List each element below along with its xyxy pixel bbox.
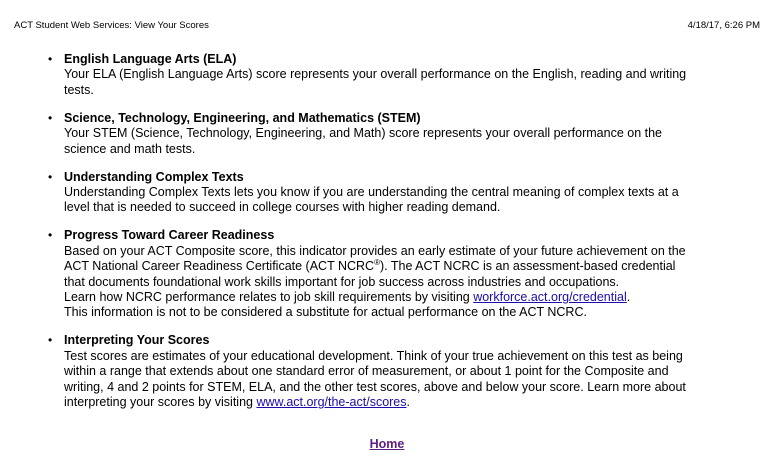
item-text: Your ELA (English Language Arts) score represents your overall performance on the English, reading and writing bbox=[64, 67, 687, 82]
list-item-complex-texts bbox=[48, 169, 764, 216]
bullet-icon: • bbox=[48, 110, 53, 125]
footer-nav bbox=[0, 437, 774, 451]
workforce-credential-link[interactable]: workforce.act.org/credential bbox=[473, 290, 627, 305]
list-item-career-readiness bbox=[48, 228, 764, 320]
item-text-part: Learn how NCRC performance relates to job skill requirements by visiting bbox=[64, 290, 474, 305]
bullet-icon: • bbox=[48, 52, 53, 66]
bullet-icon: • bbox=[48, 169, 53, 184]
act-scores-link[interactable]: www.act.org/the-act/scores bbox=[256, 395, 407, 410]
item-text-part: ). The ACT NCRC is an assessment-based credential bbox=[379, 259, 676, 274]
item-text-part: ACT National Career Readiness Certificate (ACT NCRC bbox=[64, 259, 375, 274]
item-text: tests. bbox=[64, 82, 94, 97]
item-text-part: . bbox=[626, 290, 631, 305]
item-text bbox=[64, 259, 764, 274]
bullet-icon: • bbox=[48, 333, 53, 348]
item-text: writing, 4 and 2 points for STEM, ELA, and the other test scores, above and below your score. Learn more about bbox=[64, 379, 686, 394]
item-text: Test scores are estimates of your educational development. Think of your true achievement on this test as being bbox=[64, 348, 683, 363]
score-info-list bbox=[48, 52, 764, 411]
item-title: Understanding Complex Texts bbox=[64, 169, 244, 184]
item-text-part: . bbox=[406, 395, 410, 410]
list-item-interpreting-scores bbox=[48, 333, 764, 410]
item-text-part: interpreting your scores by visiting bbox=[64, 395, 257, 410]
item-text: science and math tests. bbox=[64, 141, 196, 156]
registered-mark: ® bbox=[374, 258, 380, 268]
item-text: Understanding Complex Texts lets you know if you are understanding the central meaning of complex texts at a bbox=[64, 185, 679, 200]
item-text: Based on your ACT Composite score, this indicator provides an early estimate of your future achievement on the bbox=[64, 243, 686, 258]
item-text: that documents foundational work skills important for job success across industries and occupations. bbox=[64, 274, 620, 289]
print-header bbox=[14, 20, 760, 32]
list-item-stem bbox=[48, 110, 764, 157]
item-text bbox=[64, 290, 764, 305]
item-text bbox=[64, 395, 764, 410]
item-title: Interpreting Your Scores bbox=[64, 333, 210, 348]
item-title: Progress Toward Career Readiness bbox=[64, 228, 275, 243]
list-item-ela bbox=[48, 52, 764, 98]
item-text: level that is needed to succeed in college courses with higher reading demand. bbox=[64, 200, 501, 215]
item-title: Science, Technology, Engineering, and Mathematics (STEM) bbox=[64, 110, 421, 125]
bullet-icon: • bbox=[48, 228, 53, 243]
home-link[interactable]: Home bbox=[369, 437, 405, 451]
item-text: This information is not to be considered a substitute for actual performance on the ACT NCRC. bbox=[64, 305, 587, 320]
item-text: Your STEM (Science, Technology, Engineering, and Math) score represents your overall performance on the bbox=[64, 126, 663, 141]
page-title: ACT Student Web Services: View Your Scores bbox=[14, 20, 209, 31]
item-text: within a range that extends about one standard error of measurement, or about 1 point for the Composite and bbox=[64, 364, 669, 379]
item-title: English Language Arts (ELA) bbox=[64, 52, 237, 66]
score-info-content bbox=[48, 52, 764, 423]
print-timestamp: 4/18/17, 6:26 PM bbox=[687, 20, 760, 31]
